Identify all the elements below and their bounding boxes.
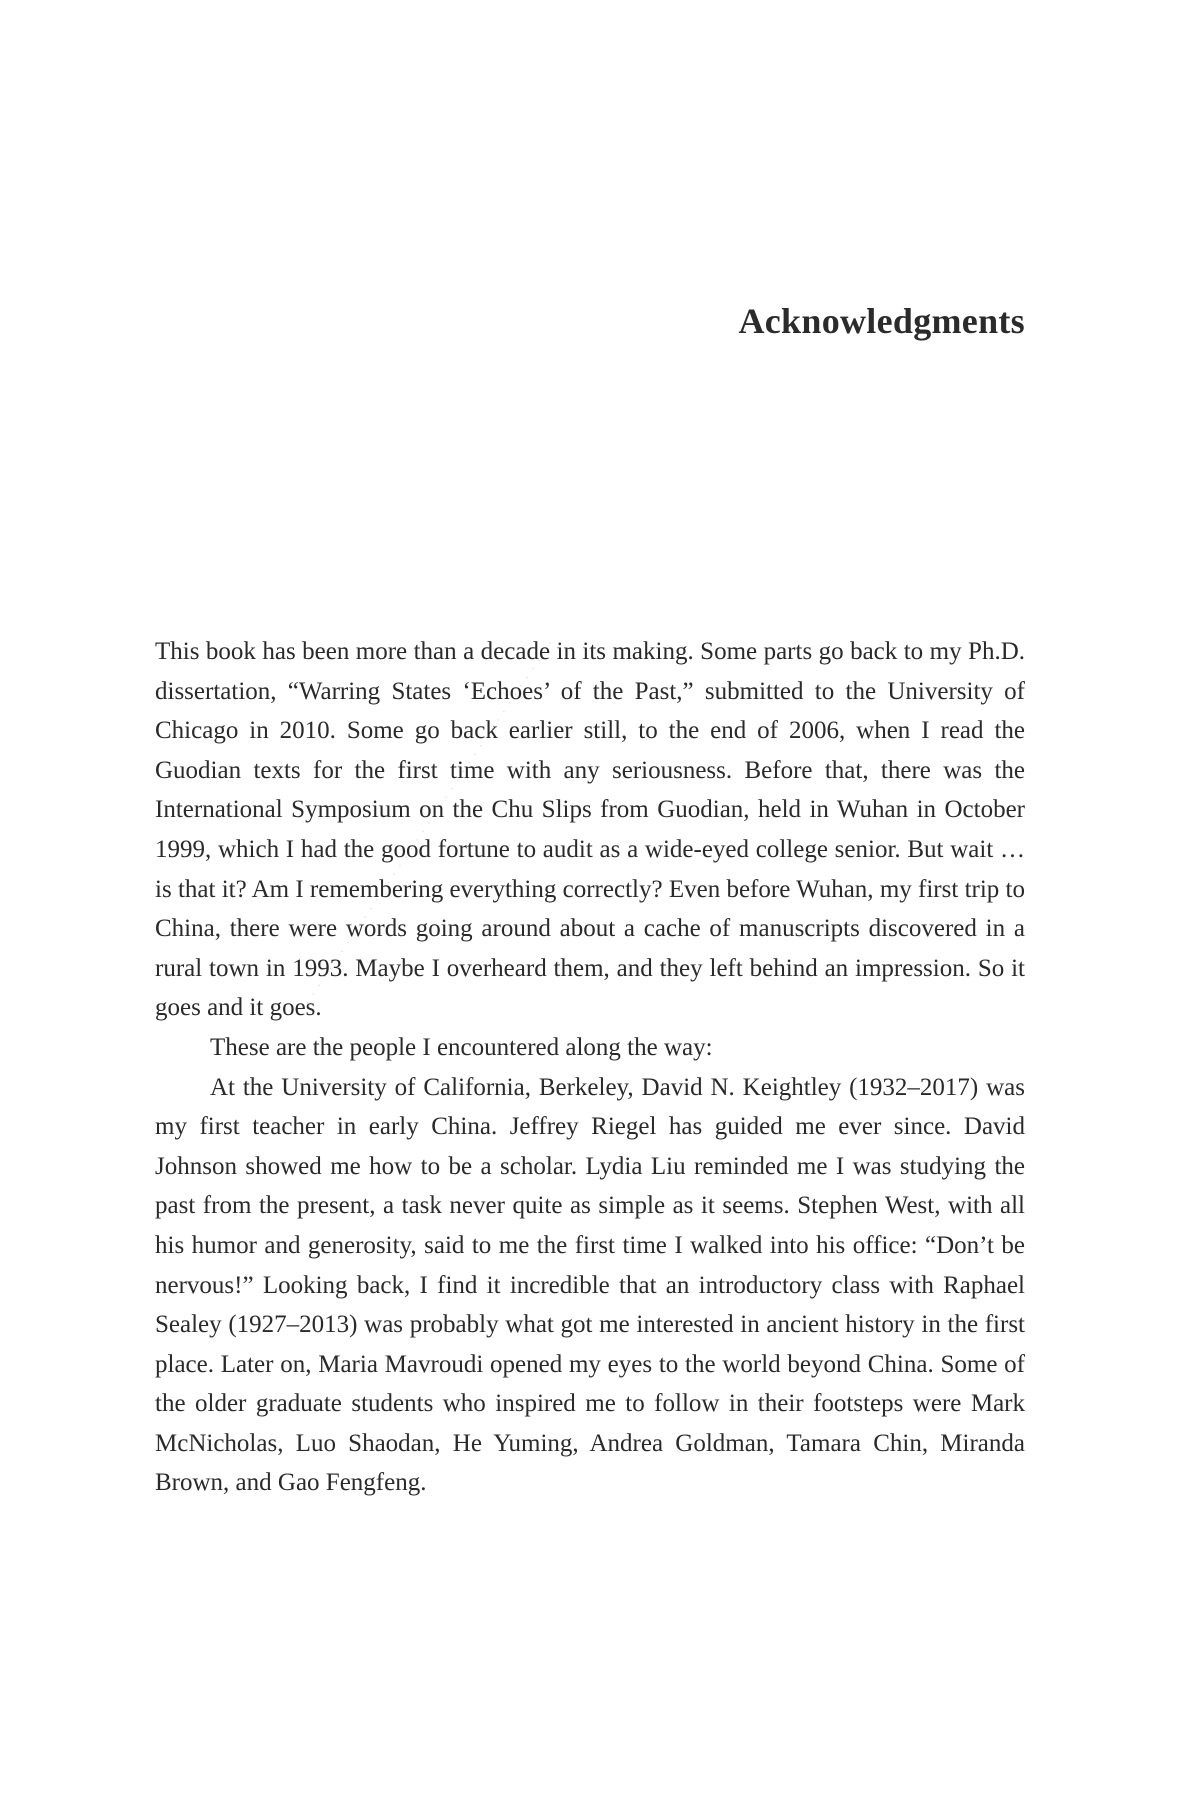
body-text (155, 632, 1025, 1503)
watermark: · · · · · · · · · · · · · · · · · · · · · · · · · · · · · · · · · · · · · · · · · · · (300, 635, 558, 1008)
paragraph-intro: This book has been more than a decade in its making. Some parts go back to my Ph.D. dissertation, “Warring States ‘Echoes’ of the Past,” submitted to the University of Chicago in 2010. Some go back earlier still, to the end of 2006, when I read the Guodian texts for the first time with any seriousness. Before that, there was the International Symposium on the Chu Slips from Guodian, held in Wuhan in October 1999, which I had the good fortune to audit as a wide-eyed college senior. But wait … is that it? Am I remembering everything correctly? Even before Wuhan, my first trip to China, there were words going around about a cache of manuscripts discovered in a rural town in 1993. Maybe I overheard them, and they left behind an impression. So it goes and it goes. (155, 638, 1025, 1022)
paragraph-people-intro: These are the people I encountered along the way: (210, 1033, 713, 1061)
chapter-heading: Acknowledgments (738, 301, 1025, 341)
paragraph-berkeley: At the University of California, Berkeley, David N. Keightley (1932–2017) was my first teacher in early China. Jeffrey Riegel has guided me ever since. David Johnson showed me how to be a scholar. Lydia Liu reminded me I was studying the past from the present, a task never quite as simple as it seems. Stephen West, with all his humor and generosity, said to me the first time I walked into his office: “Don’t be nervous!” Looking back, I find it incredible that an introductory class with Raphael Sealey (1927–2013) was probably what got me interested in ancient history in the first place. Later on, Maria Mavroudi opened my eyes to the world beyond China. Some of the older graduate students who inspired me to follow in their footsteps were Mark McNicholas, Luo Shaodan, He Yuming, Andrea Goldman, Tamara Chin, Miranda Brown, and Gao Fengfeng. (155, 1073, 1025, 1497)
